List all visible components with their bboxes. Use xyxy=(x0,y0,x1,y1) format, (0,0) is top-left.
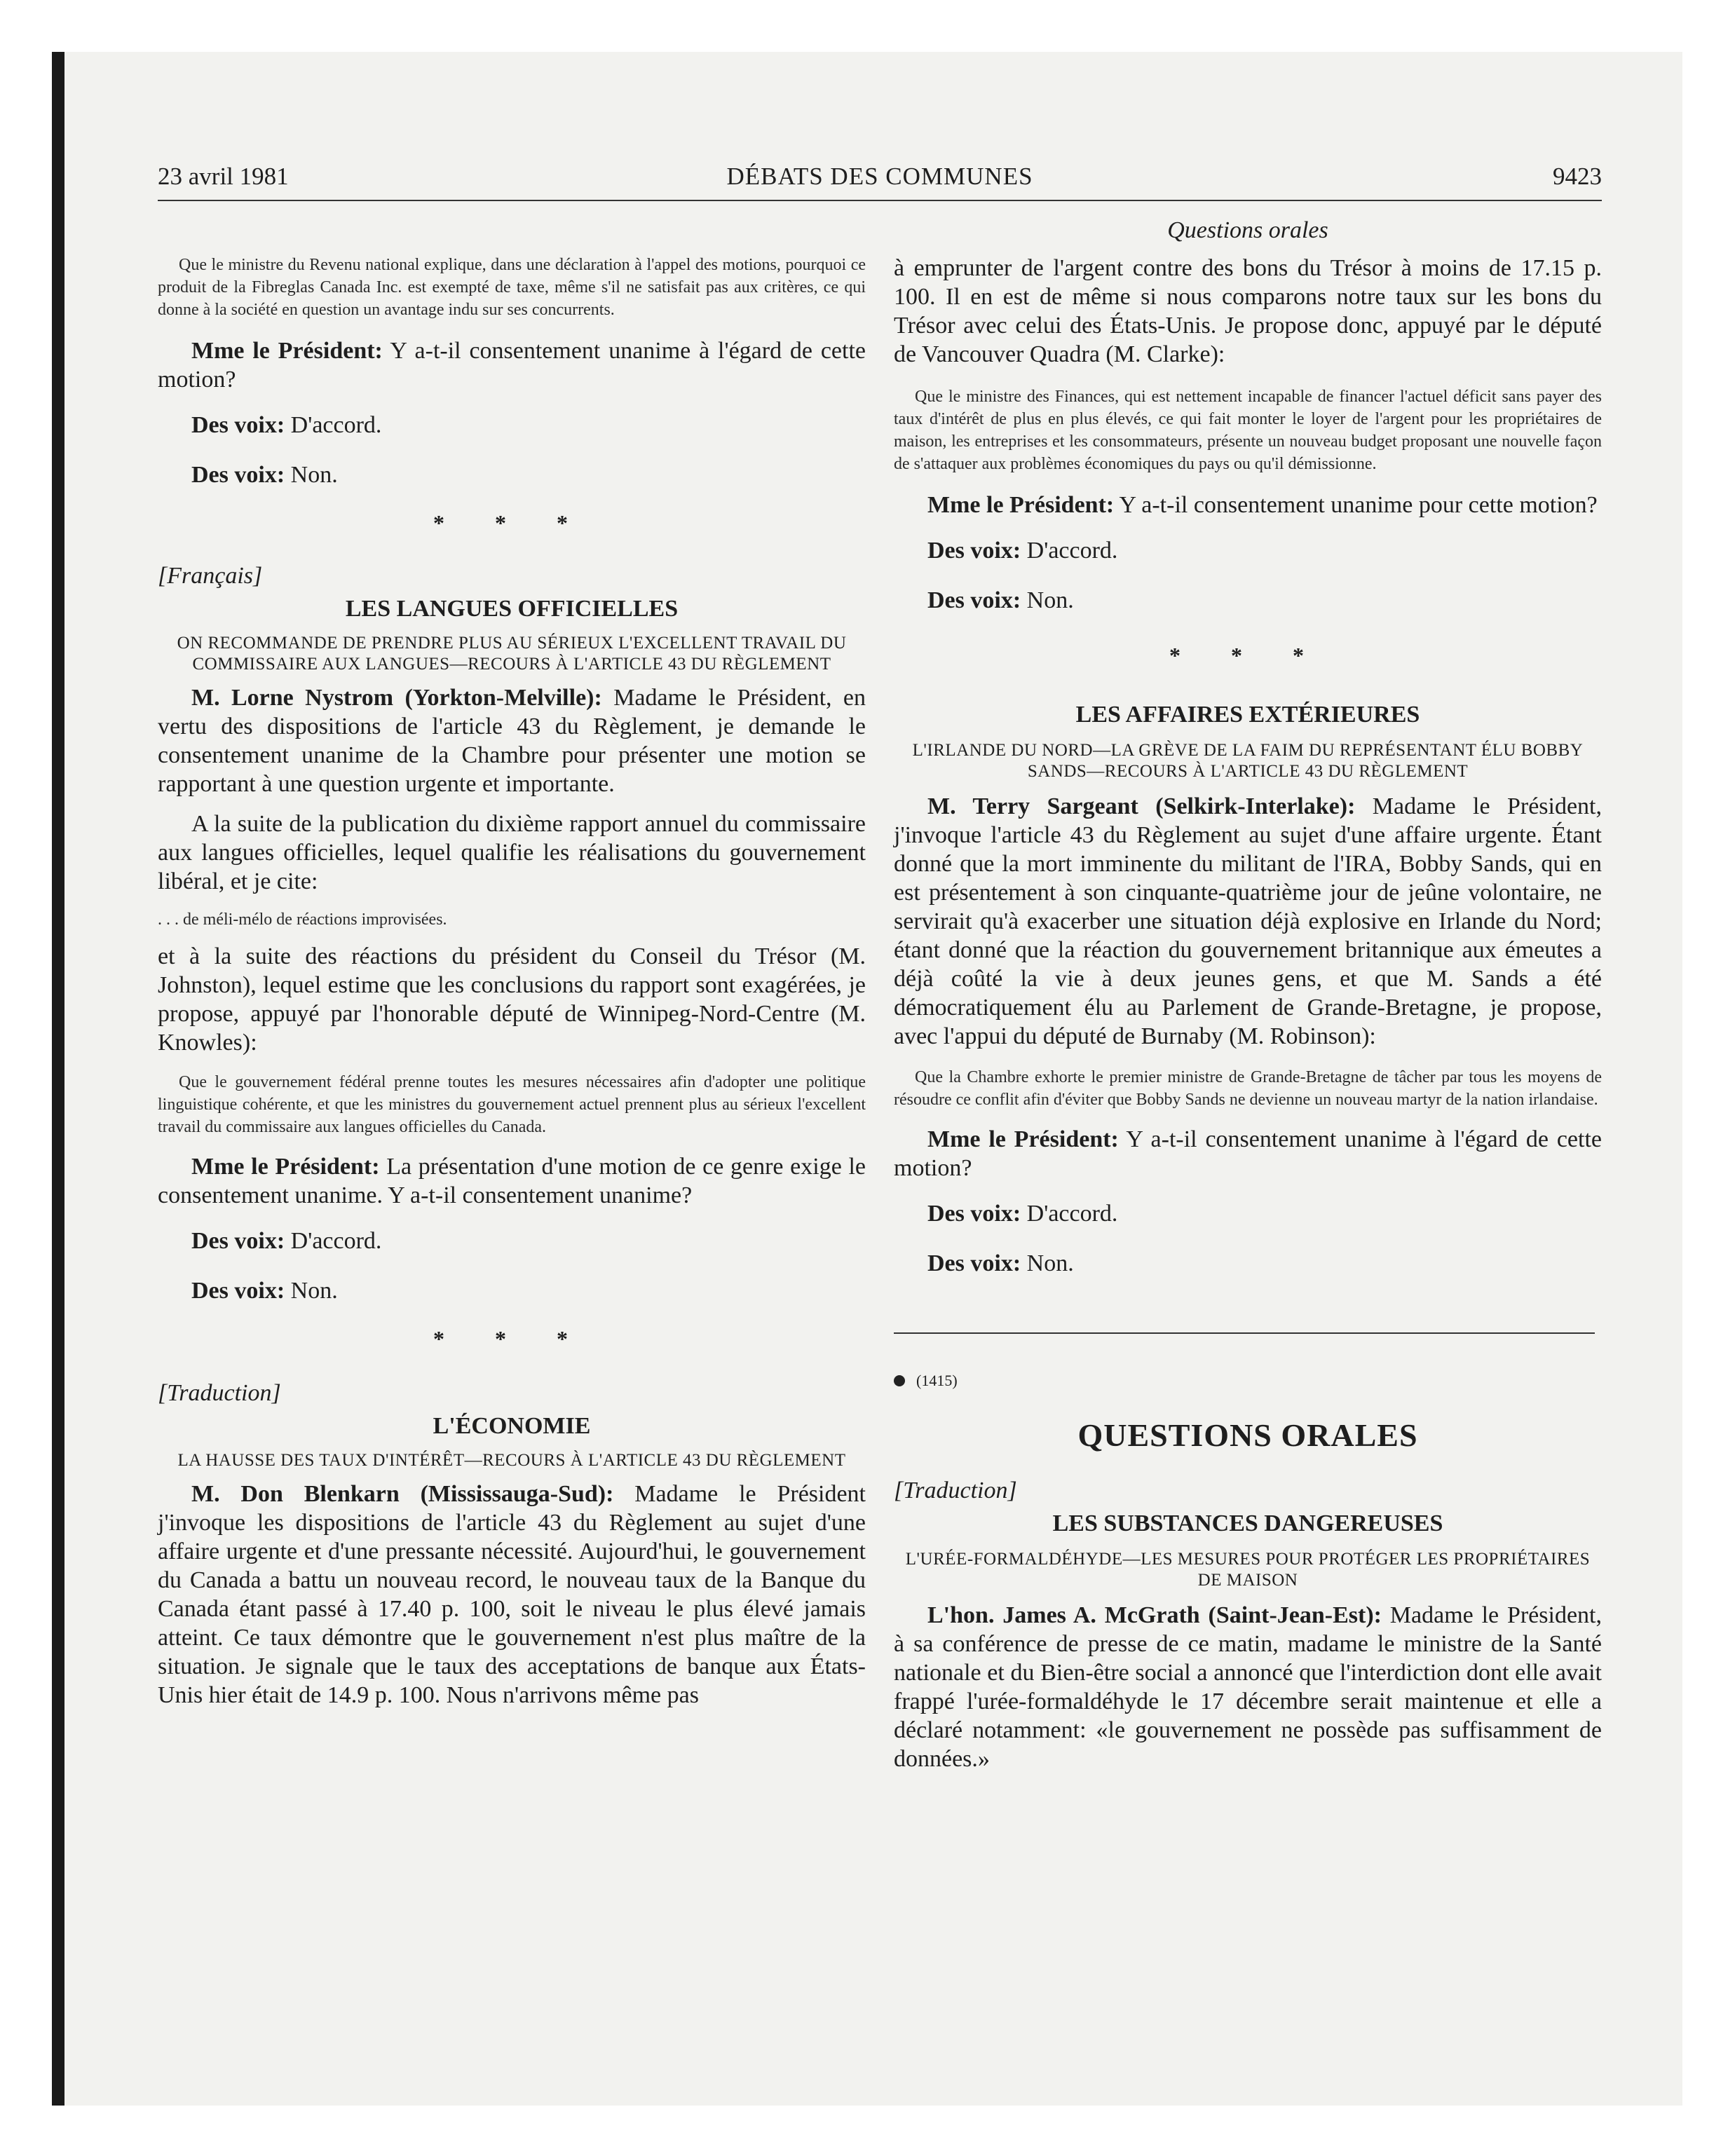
motion-text: Que la Chambre exhorte le premier ministre de Grande-Bretagne de tâcher par tous les moyens de résoudre ce conflit afin d'éviter que Bobby Sands ne devienne un nouveau martyr de la nation irlandaise. xyxy=(894,1068,1602,1109)
speaker-name: Des voix: xyxy=(191,1278,285,1304)
paragraph xyxy=(894,792,1602,1051)
voices-line xyxy=(894,1249,1602,1278)
speech-text: Madame le Président, en vertu des dispositions de l'article 43 du Règlement, je demande le consentement unanime de la Chambre pour présenter une motion se rapportant à une question urgente et importante. xyxy=(158,685,866,797)
voices-line xyxy=(894,1199,1602,1228)
motion-text: Que le ministre du Revenu national explique, dans une déclaration à l'appel des motions, pourquoi ce produit de la Fibreglas Canada Inc. est exempté de taxe, même s'il ne satisfait pas aux critères, ce qui donne à la société en question un avantage indu sur ses concurrents. xyxy=(158,256,866,319)
running-title: Questions orales xyxy=(1167,217,1328,243)
section-subtitle: L'IRLANDE DU NORD—LA GRÈVE DE LA FAIM DU REPRÉSENTANT ÉLU BOBBY SANDS—RECOURS À L'ARTICLE 43 DU RÈGLEMENT xyxy=(912,741,1584,781)
section-subtitle: L'URÉE-FORMALDÉHYDE—LES MESURES POUR PROTÉGER LES PROPRIÉTAIRES DE MAISON xyxy=(905,1550,1591,1590)
motion-text: Que le ministre des Finances, qui est nettement incapable de financer l'actuel déficit sans payer des taux d'intérêt de plus en plus élevés, ce qui fait monter le loyer de l'argent pour les propriétaires de maison, les entreprises et les consommateurs, présente un nouveau budget proposant une nouvelle façon de s'attaquer aux problèmes économiques du pays ou qu'il démissionne. xyxy=(894,388,1602,473)
paragraph xyxy=(158,1152,866,1210)
citation: . . . de méli-mélo de réactions improvisées. xyxy=(158,910,447,929)
speech-text: Non. xyxy=(285,1278,338,1304)
voices-line xyxy=(158,1276,866,1305)
speech-text: Y a-t-il consentement unanime pour cette motion? xyxy=(1114,492,1598,518)
speaker-name: M. Terry Sargeant (Selkirk-Interlake): xyxy=(927,793,1356,819)
time-stamp: (1415) xyxy=(916,1372,958,1389)
paragraph xyxy=(894,491,1602,519)
section-subtitle: ON RECOMMANDE DE PRENDRE PLUS AU SÉRIEUX L'EXCELLENT TRAVAIL DU COMMISSAIRE AUX LANGUES—RECOURS À L'ARTICLE 43 DU RÈGLEMENT xyxy=(177,634,847,674)
major-section-title: QUESTIONS ORALES xyxy=(1077,1417,1418,1453)
voices-line xyxy=(158,460,866,489)
paragraph: à emprunter de l'argent contre des bons du Trésor à moins de 17.15 p. 100. Il en est de même si nous comparons notre taux sur les bons du Trésor avec celui des États-Unis. Je propose donc, appuyé par le député de Vancouver Quadra (M. Clarke): xyxy=(894,255,1602,367)
speech-text: D'accord. xyxy=(1021,1201,1118,1227)
section-title: LES SUBSTANCES DANGEREUSES xyxy=(1052,1510,1443,1536)
language-label: [Français] xyxy=(158,563,263,589)
paragraph: et à la suite des réactions du président du Conseil du Trésor (M. Johnston), lequel estime que les conclusions du rapport sont exagérées, je propose, appuyé par l'honorable député de Winnipeg-Nord-Centre (M. Knowles): xyxy=(158,943,866,1056)
voices-line xyxy=(894,586,1602,615)
speech-text: Non. xyxy=(1021,587,1074,613)
paragraph: A la suite de la publication du dixième rapport annuel du commissaire aux langues officielles, lequel qualifie les réalisations du gouvernement libéral, et je cite: xyxy=(158,811,866,894)
speaker-name: Mme le Président: xyxy=(927,492,1115,518)
section-separator: * * * xyxy=(433,1326,590,1351)
section-title: L'ÉCONOMIE xyxy=(433,1413,591,1439)
speech-text: Madame le Président, j'invoque l'article 43 du Règlement au sujet d'une affaire urgente. Étant donné que la mort imminente du militant de l'IRA, Bobby Sands, qui en est présentement à son cinquante-quatrième jour de jeûne volontaire, ne servirait qu'à exacerber une situation déjà explosive en Irlande du Nord; étant donné que la réaction du gouvernement britannique aux émeutes a déjà coûté la vie à deux jeunes gens, et que M. Sands a été démocratiquement élu au Parlement de Grande-Bretagne, je propose, avec l'appui du député de Burnaby (M. Robinson): xyxy=(894,793,1602,1049)
speaker-name: M. Lorne Nystrom (Yorkton-Melville): xyxy=(191,685,602,711)
speech-text: La présentation d'une motion de ce genre exige le consentement unanime. Y a-t-il consentement unanime? xyxy=(158,1154,866,1208)
page-header xyxy=(158,163,1602,198)
section-title: LES AFFAIRES EXTÉRIEURES xyxy=(1075,702,1420,728)
left-column xyxy=(158,254,866,1710)
bullet-icon xyxy=(894,1375,905,1386)
paragraph xyxy=(158,1480,866,1710)
paragraph xyxy=(158,336,866,394)
speaker-name: Des voix: xyxy=(927,587,1021,613)
scan-edge xyxy=(52,52,64,2106)
speech-text: Y a-t-il consentement unanime à l'égard de cette motion? xyxy=(158,338,866,393)
speech-text: Madame le Président, à sa conférence de presse de ce matin, madame le ministre de la Santé nationale et du Bien-être social a annoncé que l'interdiction dont elle avait frappé l'urée-formaldéhyde le 17 décembre serait maintenue et elle a déclaré notamment: «le gouvernement ne possède pas suffisamment de données.» xyxy=(894,1602,1602,1772)
motion-text: Que le gouvernement fédéral prenne toutes les mesures nécessaires afin d'adopter une politique linguistique cohérente, et que les ministres du gouvernement actuel prennent plus au sérieux l'excellent travail du commissaire aux langues officielles du Canada. xyxy=(158,1073,866,1136)
voices-line xyxy=(894,536,1602,565)
voices-line xyxy=(158,1227,866,1255)
paragraph xyxy=(894,1601,1602,1773)
speaker-name: Des voix: xyxy=(191,462,285,488)
speaker-name: Mme le Président: xyxy=(191,338,383,364)
speech-text: D'accord. xyxy=(285,412,382,438)
speaker-name: Des voix: xyxy=(191,412,285,438)
speaker-name: M. Don Blenkarn (Mississauga-Sud): xyxy=(191,1481,614,1507)
speaker-name: Des voix: xyxy=(191,1228,285,1254)
speech-text: Non. xyxy=(285,462,338,488)
section-rule xyxy=(894,1332,1595,1334)
paragraph xyxy=(158,683,866,798)
language-label: [Traduction] xyxy=(894,1478,1017,1503)
speaker-name: Des voix: xyxy=(927,538,1021,564)
right-column xyxy=(894,254,1602,1773)
speaker-name: Mme le Président: xyxy=(191,1154,380,1180)
section-separator: * * * xyxy=(1169,643,1326,668)
speaker-name: Des voix: xyxy=(927,1250,1021,1276)
speaker-name: Des voix: xyxy=(927,1201,1021,1227)
speaker-name: L'hon. James A. McGrath (Saint-Jean-Est): xyxy=(927,1602,1382,1628)
paragraph xyxy=(894,1125,1602,1182)
speech-text: Y a-t-il consentement unanime à l'égard de cette motion? xyxy=(894,1126,1602,1181)
section-title: LES LANGUES OFFICIELLES xyxy=(345,596,679,622)
page-number: 9423 xyxy=(1553,163,1602,190)
header-title: DÉBATS DES COMMUNES xyxy=(726,163,1033,190)
section-subtitle: LA HAUSSE DES TAUX D'INTÉRÊT—RECOURS À L'ARTICLE 43 DU RÈGLEMENT xyxy=(177,1451,846,1470)
header-rule xyxy=(158,200,1602,201)
language-label: [Traduction] xyxy=(158,1380,281,1406)
voices-line xyxy=(158,411,866,439)
header-date: 23 avril 1981 xyxy=(158,163,289,190)
speech-text: Madame le Président j'invoque les dispositions de l'article 43 du Règlement au sujet d'une affaire urgente et d'une pressante nécessité. Aujourd'hui, le gouvernement du Canada a battu un nouveau record, le nouveau taux de la Banque du Canada étant passé à 17.40 p. 100, soit le niveau le plus élevé jamais atteint. Ce taux démontre que le gouvernement n'est plus maître de la situation. Je signale que le taux des acceptations de banque aux États-Unis hier était de 14.9 p. 100. Nous n'arrivons même pas xyxy=(158,1481,866,1708)
section-separator: * * * xyxy=(433,510,590,535)
speech-text: D'accord. xyxy=(285,1228,382,1254)
speech-text: Non. xyxy=(1021,1250,1074,1276)
time-marker xyxy=(894,1372,1602,1390)
speaker-name: Mme le Président: xyxy=(927,1126,1119,1152)
speech-text: D'accord. xyxy=(1021,538,1118,564)
